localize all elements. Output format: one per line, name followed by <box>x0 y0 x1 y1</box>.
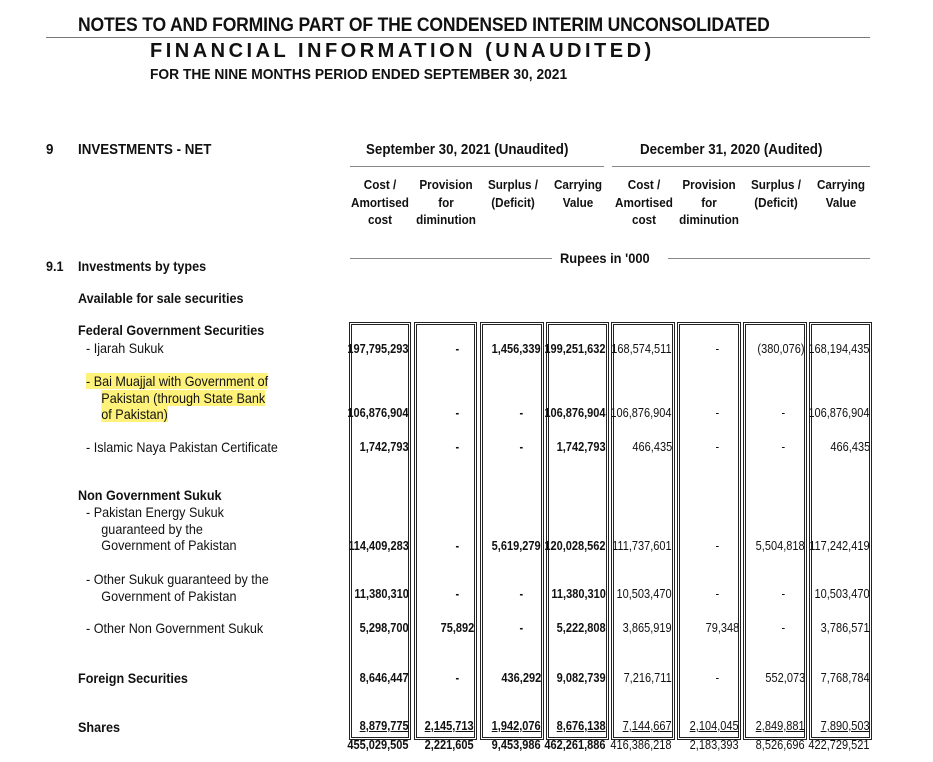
row-label-other-gov: - Other Sukuk guaranteed by the Government of Pakistan <box>86 571 269 604</box>
section-title: INVESTMENTS - NET <box>78 142 212 158</box>
cell-foreign-3: 436,292 <box>501 671 541 685</box>
cell-othernon-6: 79,348 <box>705 621 739 635</box>
cell-othergov-1: 11,380,310 <box>354 587 409 601</box>
cell-shares-2: 2,145,713 <box>425 719 474 733</box>
cell-othergov-2: - <box>455 587 459 601</box>
cell-ijarah-4: 199,251,632 <box>544 342 606 356</box>
cell-bai-8: 106,876,904 <box>808 406 870 420</box>
cell-othernon-5: 3,865,919 <box>623 621 672 635</box>
cell-othergov-6: - <box>715 587 719 601</box>
cell-total-2: 2,221,605 <box>425 738 474 752</box>
cell-energy-1: 114,409,283 <box>348 539 409 553</box>
cell-total-6: 2,183,393 <box>690 738 739 752</box>
row-label-bai-muajjal: - Bai Muajjal with Government of Pakistan (through State Bank of Pakistan) <box>86 373 269 422</box>
cell-othergov-7: - <box>781 587 785 601</box>
cell-othernon-3: - <box>519 621 523 635</box>
cell-naya-3: - <box>519 440 523 454</box>
cell-othernon-8: 3,786,571 <box>821 621 870 635</box>
cell-othergov-3: - <box>519 587 523 601</box>
units-rule-left <box>350 258 552 259</box>
cell-foreign-5: 7,216,711 <box>623 671 672 685</box>
cell-total-3: 9,453,986 <box>492 738 541 752</box>
row-label-other-nongov: - Other Non Government Sukuk <box>86 620 264 636</box>
cell-total-7: 8,526,696 <box>756 738 805 752</box>
cell-naya-2: - <box>455 440 459 454</box>
cell-bai-3: - <box>519 406 523 420</box>
period-current: September 30, 2021 (Unaudited) <box>366 142 569 158</box>
cell-foreign-4: 9,082,739 <box>557 671 606 685</box>
cell-foreign-7: 552,073 <box>765 671 805 685</box>
cell-othernon-4: 5,222,808 <box>557 621 606 635</box>
cell-bai-5: 106,876,904 <box>610 406 672 420</box>
cell-total-8: 422,729,521 <box>808 738 870 752</box>
group-federal: Federal Government Securities <box>78 322 265 338</box>
cell-energy-8: 117,242,419 <box>809 539 870 553</box>
cell-bai-1: 106,876,904 <box>347 406 409 420</box>
col-header-carrying-prior: Carrying Value <box>816 177 866 210</box>
report-title-line1: NOTES TO AND FORMING PART OF THE CONDENSED INTERIM UNCONSOLIDATED <box>78 14 770 36</box>
cell-foreign-1: 8,646,447 <box>360 671 409 685</box>
cell-bai-2: - <box>455 406 459 420</box>
period-prior: December 31, 2020 (Audited) <box>640 142 823 158</box>
cell-naya-4: 1,742,793 <box>557 440 606 454</box>
cell-othernon-7: - <box>781 621 785 635</box>
cell-naya-6: - <box>715 440 719 454</box>
cell-shares-1: 8,879,775 <box>360 719 409 733</box>
cell-ijarah-1: 197,795,293 <box>347 342 409 356</box>
row-label-ijarah: - Ijarah Sukuk <box>86 340 164 356</box>
units-label: Rupees in '000 <box>560 250 650 266</box>
cell-shares-4: 8,676,138 <box>557 719 606 733</box>
section-number: 9 <box>46 142 54 158</box>
cell-energy-4: 120,028,562 <box>544 539 606 553</box>
cell-ijarah-2: - <box>455 342 459 356</box>
cell-ijarah-7: (380,076) <box>757 342 805 356</box>
cell-ijarah-3: 1,456,339 <box>492 342 541 356</box>
cell-foreign-2: - <box>455 671 459 685</box>
title-rule <box>46 37 870 38</box>
cell-total-1: 455,029,505 <box>347 738 409 752</box>
row-label-naya: - Islamic Naya Pakistan Certificate <box>86 439 278 455</box>
subsection-number: 9.1 <box>46 258 64 274</box>
group-shares: Shares <box>78 719 121 735</box>
group-nongov: Non Government Sukuk <box>78 487 222 503</box>
cell-othergov-8: 10,503,470 <box>814 587 870 601</box>
cell-othernon-1: 5,298,700 <box>360 621 409 635</box>
cell-total-5: 416,386,218 <box>610 738 672 752</box>
cell-shares-3: 1,942,076 <box>492 719 541 733</box>
cell-ijarah-8: 168,194,435 <box>808 342 870 356</box>
cell-foreign-6: - <box>715 671 719 685</box>
cell-ijarah-6: - <box>715 342 719 356</box>
col-box-2 <box>414 322 477 740</box>
col-header-provision-current: Provision for diminution <box>416 177 476 227</box>
cell-naya-5: 466,435 <box>632 440 672 454</box>
cell-shares-6: 2,104,045 <box>690 719 739 733</box>
col-box-6 <box>677 322 741 740</box>
col-header-provision-prior: Provision for diminution <box>679 177 739 227</box>
report-period: FOR THE NINE MONTHS PERIOD ENDED SEPTEMBER 30, 2021 <box>150 66 568 83</box>
cell-ijarah-5: 168,574,511 <box>611 342 672 356</box>
report-title-line2: FINANCIAL INFORMATION (UNAUDITED) <box>150 40 655 62</box>
afs-heading: Available for sale securities <box>78 290 244 306</box>
col-header-surplus-current: Surplus / (Deficit) <box>487 177 539 210</box>
period-current-rule <box>350 166 604 167</box>
cell-othergov-4: 11,380,310 <box>551 587 606 601</box>
group-foreign: Foreign Securities <box>78 670 188 686</box>
cell-energy-2: - <box>455 539 459 553</box>
cell-energy-5: 111,737,601 <box>612 539 672 553</box>
cell-naya-1: 1,742,793 <box>360 440 409 454</box>
cell-energy-3: 5,619,279 <box>492 539 541 553</box>
cell-total-4: 462,261,886 <box>544 738 606 752</box>
col-header-cost-current: Cost / Amortised cost <box>351 177 409 227</box>
cell-bai-4: 106,876,904 <box>544 406 606 420</box>
col-header-carrying-current: Carrying Value <box>553 177 603 210</box>
cell-bai-6: - <box>715 406 719 420</box>
cell-shares-8: 7,890,503 <box>821 719 870 733</box>
cell-othernon-2: 75,892 <box>440 621 474 635</box>
cell-energy-6: - <box>715 539 719 553</box>
cell-shares-7: 2,849,881 <box>756 719 805 733</box>
cell-shares-5: 7,144,667 <box>623 719 672 733</box>
subsection-title: Investments by types <box>78 258 207 274</box>
cell-foreign-8: 7,768,784 <box>821 671 870 685</box>
cell-othergov-5: 10,503,470 <box>616 587 672 601</box>
cell-naya-8: 466,435 <box>830 440 870 454</box>
units-rule-right <box>668 258 870 259</box>
cell-naya-7: - <box>781 440 785 454</box>
row-label-energy: - Pakistan Energy Sukuk guaranteed by the Government of Pakistan <box>86 504 237 553</box>
period-prior-rule <box>612 166 870 167</box>
cell-bai-7: - <box>781 406 785 420</box>
cell-energy-7: 5,504,818 <box>756 539 805 553</box>
col-header-cost-prior: Cost / Amortised cost <box>615 177 673 227</box>
col-header-surplus-prior: Surplus / (Deficit) <box>750 177 802 210</box>
